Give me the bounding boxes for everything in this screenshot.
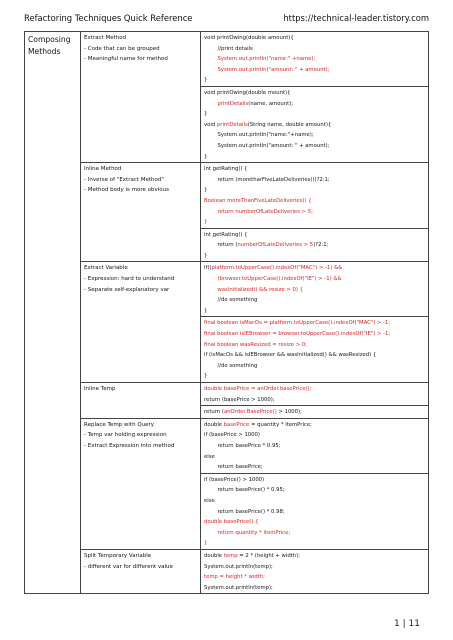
technique-row: [25, 32, 429, 87]
code-line: [204, 318, 425, 329]
code-text: return (moretharFiveLateDeliveries())?2:1;: [204, 176, 330, 183]
code-line: [204, 528, 425, 539]
technique-name: Inline Temp: [84, 386, 116, 392]
technique-row: [25, 418, 429, 473]
code-line: [204, 196, 425, 207]
highlighted-code: temp = height * width;: [204, 574, 265, 581]
code-text: if (basePrice() > 1000): [204, 476, 265, 483]
highlighted-code: final boolean wasResized = resize > 0;: [204, 341, 307, 348]
code-text: > 1000);: [276, 409, 302, 416]
code-line: [204, 496, 425, 507]
technique-row: [25, 163, 429, 229]
code-text: return (: [204, 242, 238, 249]
code-line: [204, 538, 425, 549]
code-text: int getRating() {: [204, 231, 248, 238]
code-example: [201, 317, 429, 383]
code-text: )?2:1;: [313, 242, 329, 249]
code-text: System.out.println("name:"+name);: [204, 132, 314, 139]
code-text: if (isMacOs && isIEBrowser && wasInitialized() && wasResized) {: [204, 352, 377, 359]
highlighted-code: (browser.toUpperCase().indexOf("IE") > -1) &&: [204, 276, 342, 283]
highlighted-code: final boolean isMacOs = platform.toUpperCase().indexOf("MAC") > -1;: [204, 320, 391, 327]
code-line: [204, 274, 425, 285]
page-number: 1 | 11: [394, 619, 420, 629]
code-line: [204, 371, 425, 382]
code-line: [204, 572, 425, 583]
code-example: [201, 473, 429, 549]
code-text: }: [204, 77, 208, 84]
highlighted-code: numberOfLateDeliveries > 5: [237, 242, 314, 249]
technique-name: Inline Method: [84, 166, 122, 173]
code-text: double: [204, 421, 224, 428]
code-example: [201, 418, 429, 473]
code-line: [204, 44, 425, 55]
code-line: [204, 361, 425, 372]
code-text: void: [204, 121, 217, 128]
technique-cell: [81, 163, 201, 262]
code-line: [204, 185, 425, 196]
highlighted-code: return numberOfLateDeliveries > 5;: [204, 208, 313, 215]
code-text: }: [204, 153, 208, 160]
highlighted-code: Boolean moreThanFiveLateDeliveries() {: [204, 197, 312, 204]
code-line: [204, 350, 425, 361]
code-line: [204, 340, 425, 351]
code-example: [201, 262, 429, 317]
code-text: else: [204, 497, 215, 504]
code-text: return basePrice() * 0.98;: [204, 508, 285, 515]
technique-cell: [81, 32, 201, 163]
highlighted-code: double basePrice = anOrder.basePrice();: [204, 386, 312, 392]
code-text: //print details: [204, 45, 253, 52]
code-line: [204, 517, 425, 528]
code-text: }: [204, 307, 208, 314]
code-line: [204, 141, 425, 152]
code-line: [204, 430, 425, 441]
code-text: (name, amount);: [248, 100, 294, 107]
technique-note: - Separate self-explanatory var: [84, 286, 170, 293]
code-line: [204, 230, 425, 241]
code-example: [201, 86, 429, 162]
highlighted-code: wasInitialized() && resize > 0) {: [204, 286, 303, 293]
code-line: [204, 217, 425, 228]
highlighted-code: final boolean isIEBrowser = browser.toUpperCase().indexOf("IE") > -1;: [204, 331, 391, 338]
code-text: return (: [204, 409, 224, 416]
code-text: return (basePrice > 1000);: [204, 396, 275, 403]
code-line: [204, 507, 425, 518]
code-example: [201, 406, 429, 419]
code-text: if (basePrice > 1000): [204, 432, 260, 439]
code-line: [204, 420, 425, 431]
technique-note: - Expression: hard to understand: [84, 276, 175, 283]
highlighted-code: double basePrice() {: [204, 519, 259, 526]
code-line: [204, 441, 425, 452]
code-text: void printOwing(double amount){: [204, 35, 294, 41]
highlighted-code: printDetails: [216, 121, 248, 128]
code-line: [204, 295, 425, 306]
technique-note: - Method body is more obvious: [84, 187, 169, 194]
technique-cell: [81, 549, 201, 593]
highlighted-code: System.out.println("name:" +name);: [204, 56, 316, 63]
code-example: [201, 383, 429, 406]
code-line: [204, 551, 425, 562]
code-line: [204, 285, 425, 296]
document-title: Refactoring Techniques Quick Reference: [24, 13, 193, 23]
code-line: [204, 120, 425, 131]
code-example: [201, 163, 429, 229]
code-line: [204, 88, 425, 99]
code-line: [204, 452, 425, 463]
code-text: int getRating() {: [204, 166, 248, 173]
code-line: [204, 99, 425, 110]
technique-row: [25, 262, 429, 317]
code-example: [201, 32, 429, 87]
code-text: [204, 101, 217, 107]
code-text: return basePrice;: [204, 464, 263, 471]
technique-cell: [81, 418, 201, 549]
code-line: [204, 485, 425, 496]
code-line: [204, 384, 425, 395]
code-line: [204, 462, 425, 473]
code-line: [204, 152, 425, 163]
code-text: void printOwing(double mount){: [204, 89, 291, 96]
code-text: //do something: [204, 362, 258, 369]
highlighted-code: printDetails: [217, 100, 249, 107]
code-line: [204, 263, 425, 274]
code-line: [204, 240, 425, 251]
reference-table: [24, 31, 429, 594]
technique-note: - Temp var holding expression: [84, 432, 167, 439]
code-line: [204, 395, 425, 406]
code-line: [204, 54, 425, 65]
code-text: double: [204, 552, 224, 559]
technique-cell: [81, 383, 201, 419]
code-text: //do something: [204, 297, 258, 304]
highlighted-code: }: [204, 219, 208, 226]
code-text: }: [204, 252, 208, 259]
highlighted-code: basePrice: [223, 421, 250, 428]
code-text: }: [204, 373, 208, 380]
technique-note: - Extract Expression into method: [84, 442, 175, 449]
site-url[interactable]: https://technical-leader.tistory.com: [283, 13, 429, 23]
code-line: [204, 75, 425, 86]
code-line: [204, 475, 425, 486]
code-line: [204, 306, 425, 317]
code-example: [201, 549, 429, 593]
code-line: [204, 33, 425, 44]
code-line: [204, 207, 425, 218]
highlighted-code: System.out.println("amount: " + amount);: [204, 66, 330, 73]
code-line: [204, 562, 425, 573]
code-text: System.out.println(temp);: [204, 584, 273, 591]
highlighted-code: }: [204, 540, 208, 547]
code-text: (String name, double amount){: [247, 121, 332, 128]
code-line: [204, 130, 425, 141]
code-line: [204, 175, 425, 186]
technique-name: Extract Method: [84, 35, 127, 41]
code-text: return basePrice * 0.95;: [204, 442, 281, 449]
highlighted-code: anOrder.BasePrice(): [223, 409, 277, 416]
code-text: else: [204, 453, 215, 460]
code-text: System.out.println(temp);: [204, 563, 273, 570]
code-line: [204, 164, 425, 175]
technique-note: - Code that can be grouped: [84, 45, 160, 52]
category-label: Composing Methods: [28, 35, 71, 56]
technique-row: [25, 383, 429, 406]
technique-note: - Meaningful name for method: [84, 56, 168, 63]
page-header: [24, 13, 429, 27]
code-line: [204, 109, 425, 120]
code-text: = 2 * (height + width);: [237, 552, 301, 559]
highlighted-code: platform.toUpperCase().indexOf("MAC") > -1) &&: [211, 265, 343, 272]
technique-note: - Inverse of "Extract Method": [84, 176, 164, 183]
code-text: System.out.println("amount: " + amount);: [204, 142, 330, 149]
code-line: [204, 251, 425, 262]
code-text: return basePrice() * 0.95;: [204, 487, 285, 494]
highlighted-code: return quantity * itemPrice;: [204, 529, 291, 536]
code-line: [204, 583, 425, 594]
technique-row: [25, 549, 429, 593]
technique-name: Extract Variable: [84, 265, 128, 272]
technique-note: - different var for different value: [84, 563, 173, 570]
code-example: [201, 228, 429, 262]
code-line: [204, 329, 425, 340]
technique-name: Split Temporary Variable: [84, 552, 152, 559]
category-cell: [25, 32, 81, 594]
code-text: = quantity * itemPrice;: [249, 421, 312, 428]
code-text: }: [204, 111, 208, 118]
code-text: if((: [204, 265, 212, 272]
technique-cell: [81, 262, 201, 383]
highlighted-code: temp: [223, 552, 238, 559]
code-line: [204, 65, 425, 76]
code-text: }: [204, 187, 208, 194]
code-line: [204, 407, 425, 418]
technique-name: Replace Temp with Query: [84, 421, 155, 428]
